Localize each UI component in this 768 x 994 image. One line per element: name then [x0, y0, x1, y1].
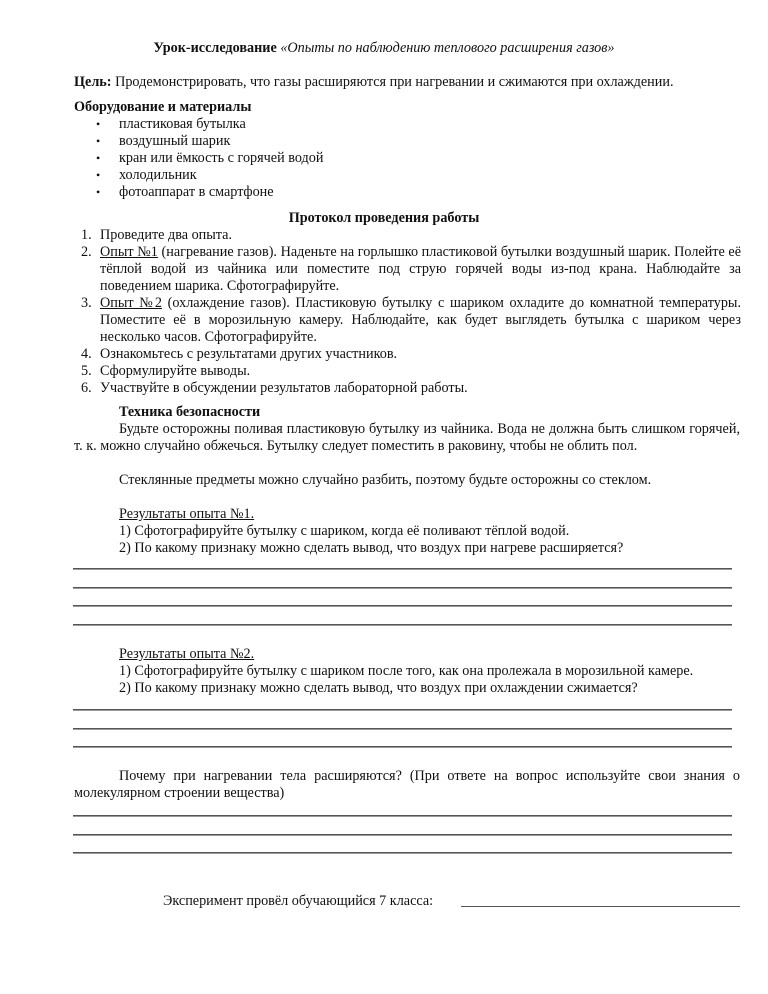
bullet-icon: • [96, 151, 101, 165]
bullet-icon: • [96, 185, 101, 199]
protocol-heading: Протокол проведения работы [288, 210, 480, 226]
answer-line[interactable] [73, 605, 732, 607]
results2-question-2: 2) По какому признаку можно сделать вывод, что воздух при охлаждении сжимается? [119, 680, 638, 696]
safety-paragraph: Стеклянные предметы можно случайно разбить, поэтому будьте осторожны со стеклом. [119, 472, 652, 488]
results1-question-1: 1) Сфотографируйте бутылку с шариком, когда её поливают тёплой водой. [119, 523, 570, 539]
goal-text: Продемонстрировать, что газы расширяются при нагревании и сжимаются при охлаждении. [111, 74, 674, 90]
results2-heading: Результаты опыта №2. [119, 646, 255, 662]
bullet-icon: • [96, 168, 101, 182]
experiment-2-label: Опыт №2 [100, 295, 162, 311]
experiment-1-label: Опыт №1 [100, 244, 158, 260]
bullet-icon: • [96, 134, 101, 148]
signature-label: Эксперимент провёл обучающийся 7 класса: [163, 893, 434, 909]
answer-line[interactable] [73, 568, 732, 570]
answer-line[interactable] [73, 815, 732, 817]
final-question: Почему при нагревании тела расширяются? (При ответе на вопрос используйте свои знания о молекулярном строении вещества) [74, 768, 740, 801]
equipment-heading: Оборудование и материалы [74, 99, 252, 115]
safety-paragraph: Будьте осторожны поливая пластиковую бутылку из чайника. Вода не должна быть слишком горячей, т. к. можно случайно обжечься. Бутылку следует поместить в раковину, чтобы не облить пол. [74, 421, 740, 454]
title-italic: «Опыты по наблюдению теплового расширения газов» [280, 40, 615, 56]
answer-line[interactable] [73, 834, 732, 836]
title-bold: Урок-исследование [153, 40, 277, 56]
answer-line[interactable] [73, 587, 732, 589]
safety-heading: Техника безопасности [119, 404, 261, 420]
goal-label: Цель: [74, 74, 112, 90]
bullet-icon: • [96, 117, 101, 131]
results2-question-1: 1) Сфотографируйте бутылку с шариком после того, как она пролежала в морозильной камере. [119, 663, 694, 679]
goal-line [74, 74, 674, 91]
results1-question-2: 2) По какому признаку можно сделать вывод, что воздух при нагреве расширяется? [119, 540, 624, 556]
answer-line[interactable] [73, 852, 732, 854]
answer-line[interactable] [73, 624, 732, 626]
results1-heading: Результаты опыта №1. [119, 506, 255, 522]
answer-line[interactable] [73, 709, 732, 711]
signature-field[interactable] [461, 906, 740, 907]
page-title [0, 40, 768, 57]
answer-line[interactable] [73, 746, 732, 748]
answer-line[interactable] [73, 728, 732, 730]
